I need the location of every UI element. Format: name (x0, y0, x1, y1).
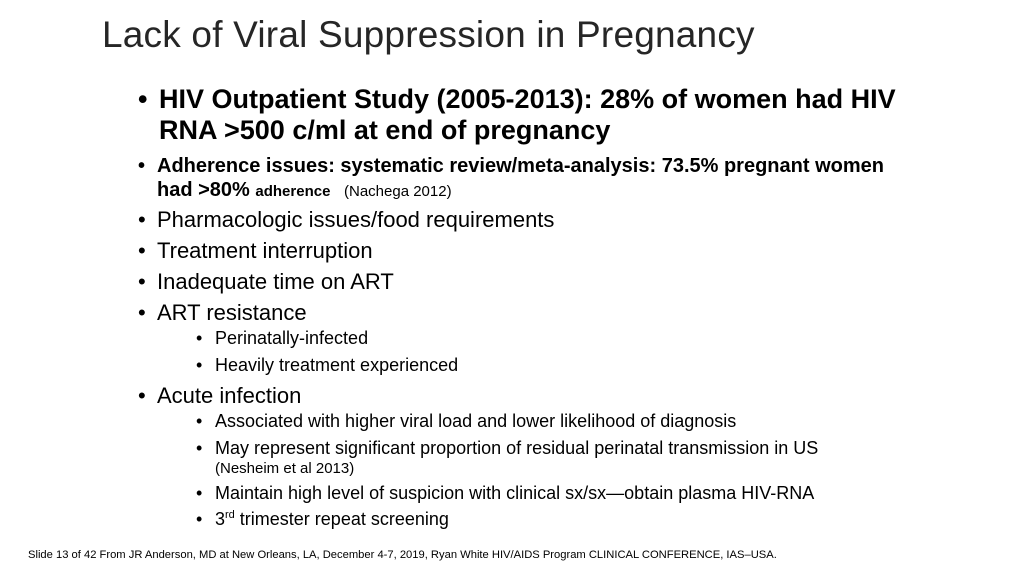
bullet-icon: • (196, 355, 203, 375)
bullet-inadequate-time (137, 269, 907, 296)
bullet-list (137, 84, 907, 531)
bullet-text: Perinatally-infected (215, 328, 369, 349)
bullet-text: Maintain high level of suspicion with clinical sx/sx—obtain plasma HIV-RNA (215, 482, 815, 503)
bullet-icon: • (138, 382, 146, 408)
bullet-icon: • (196, 509, 203, 530)
bullet-adherence-issues (137, 154, 907, 202)
sub-bullet-repeat-screening (195, 509, 907, 531)
bullet-text: trimester repeat screening (234, 509, 449, 530)
sub-bullet-perinatally-infected (195, 328, 907, 350)
bullet-text: HIV Outpatient Study (2005-2013): 28% of women had HIV RNA >500 c/ml at end of pregnancy (159, 84, 896, 146)
bullet-icon: • (196, 328, 203, 349)
bullet-acute-infection (137, 383, 907, 531)
bullet-art-resistance (137, 300, 907, 377)
bullet-text: May represent significant proportion of residual perinatal transmission in US (215, 438, 819, 459)
bullet-text: Adherence issues: systematic review/meta-analysis: 73.5% pregnant women had >80% (157, 155, 884, 202)
bullet-icon: • (138, 268, 146, 294)
bullet-text: Associated with higher viral load and lower likelihood of diagnosis (215, 411, 737, 432)
bullet-treatment-interruption (137, 238, 907, 265)
slide-body (137, 84, 907, 537)
sub-bullet-list (157, 411, 907, 530)
bullet-icon: • (138, 84, 148, 114)
slide-title: Lack of Viral Suppression in Pregnancy (102, 14, 755, 55)
bullet-icon: • (138, 299, 146, 325)
sub-bullet-heavily-treated (195, 355, 907, 377)
bullet-text-number: 3 (215, 509, 226, 530)
sub-bullet-suspicion (195, 483, 907, 505)
sub-bullet-viral-load (195, 411, 907, 433)
bullet-text: Acute infection (157, 382, 302, 408)
bullet-icon: • (196, 411, 203, 432)
sub-bullet-residual-transmission (195, 438, 907, 478)
bullet-icon: • (196, 438, 203, 459)
bullet-text-small: adherence (255, 183, 331, 201)
bullet-text: Heavily treatment experienced (215, 355, 459, 375)
bullet-hiv-outpatient-study (137, 84, 907, 146)
bullet-text: ART resistance (157, 299, 307, 325)
bullet-text: Treatment interruption (157, 237, 373, 263)
bullet-icon: • (138, 207, 146, 233)
bullet-pharmacologic-issues (137, 207, 907, 234)
sub-bullet-list (157, 328, 907, 376)
bullet-text: Inadequate time on ART (157, 268, 394, 294)
ordinal-suffix: rd (225, 509, 235, 522)
bullet-icon: • (138, 237, 146, 263)
bullet-icon: • (196, 482, 203, 503)
citation: (Nachega 2012) (344, 183, 452, 201)
slide-footer: Slide 13 of 42 From JR Anderson, MD at New Orleans, LA, December 4-7, 2019, Ryan White HIV/AIDS Program CLINICAL CONFERENCE, IAS–USA. (28, 549, 777, 561)
bullet-icon: • (138, 155, 146, 178)
citation: (Nesheim et al 2013) (215, 459, 355, 477)
bullet-text: Pharmacologic issues/food requirements (157, 207, 555, 233)
